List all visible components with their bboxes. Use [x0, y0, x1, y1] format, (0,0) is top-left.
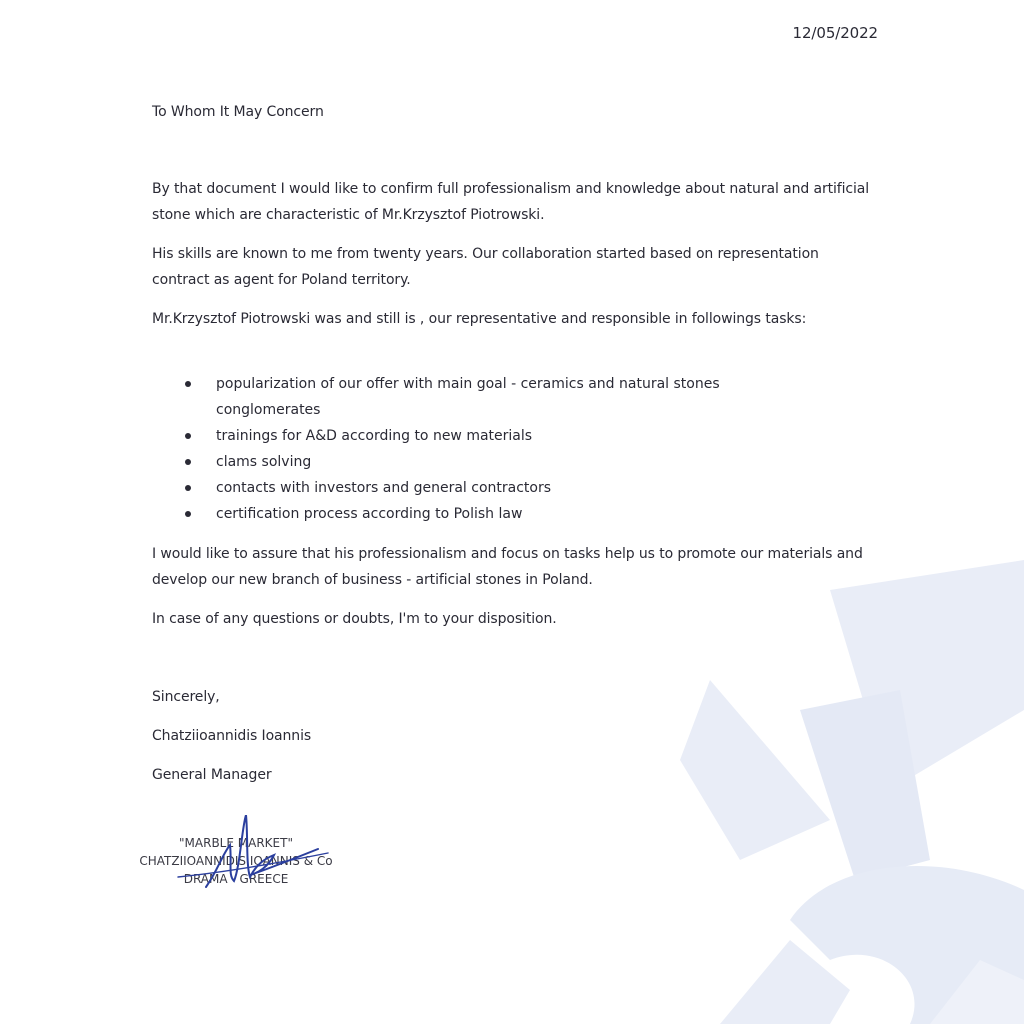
task-text: clams solving [216, 454, 312, 470]
bullet-icon [185, 511, 191, 517]
stamp-line-3: DRAMA - GREECE [183, 872, 289, 886]
letter-date: 12/05/2022 [792, 24, 878, 42]
task-text: popularization of our offer with main goal - ceramics and natural stones conglomerates [216, 376, 720, 418]
paragraph-contact: In case of any questions or doubts, I'm to your disposition. [152, 611, 557, 627]
paragraph-assurance: I would like to assure that his professionalism and focus on tasks help us to promote our materials and develop our new branch of business - artificial stones in Poland. [152, 546, 863, 588]
task-item [152, 449, 872, 475]
salutation: To Whom It May Concern [152, 104, 324, 120]
task-text: trainings for A&D according to new materials [216, 428, 533, 444]
task-text: certification process according to Polish law [216, 506, 523, 522]
bullet-icon [185, 485, 191, 491]
bullet-icon [185, 459, 191, 465]
task-text: contacts with investors and general contractors [216, 480, 552, 496]
task-item [152, 423, 872, 449]
task-item [152, 475, 872, 501]
company-stamp [118, 815, 368, 905]
paragraph-responsibilities: Mr.Krzysztof Piotrowski was and still is , our representative and responsible in followings tasks: [152, 311, 807, 327]
paragraph-collaboration: His skills are known to me from twenty years. Our collaboration started based on representation contract as agent for Poland territory. [152, 246, 819, 288]
bullet-icon [185, 433, 191, 439]
signer-title: General Manager [152, 767, 272, 783]
paragraph-confirmation: By that document I would like to confirm full professionalism and knowledge about natural and artificial stone which are characteristic of Mr.Krzysztof Piotrowski. [152, 181, 870, 223]
signer-name: Chatziioannidis Ioannis [152, 728, 312, 744]
closing: Sincerely, [152, 689, 220, 705]
task-list [152, 371, 872, 527]
task-item [152, 501, 872, 527]
bullet-icon [185, 381, 191, 387]
stamp-line-1: "MARBLE MARKET" [179, 836, 293, 850]
task-item [152, 371, 872, 423]
stamp-line-2: CHATZIIOANNIDIS IOANNIS & Co [139, 854, 333, 868]
